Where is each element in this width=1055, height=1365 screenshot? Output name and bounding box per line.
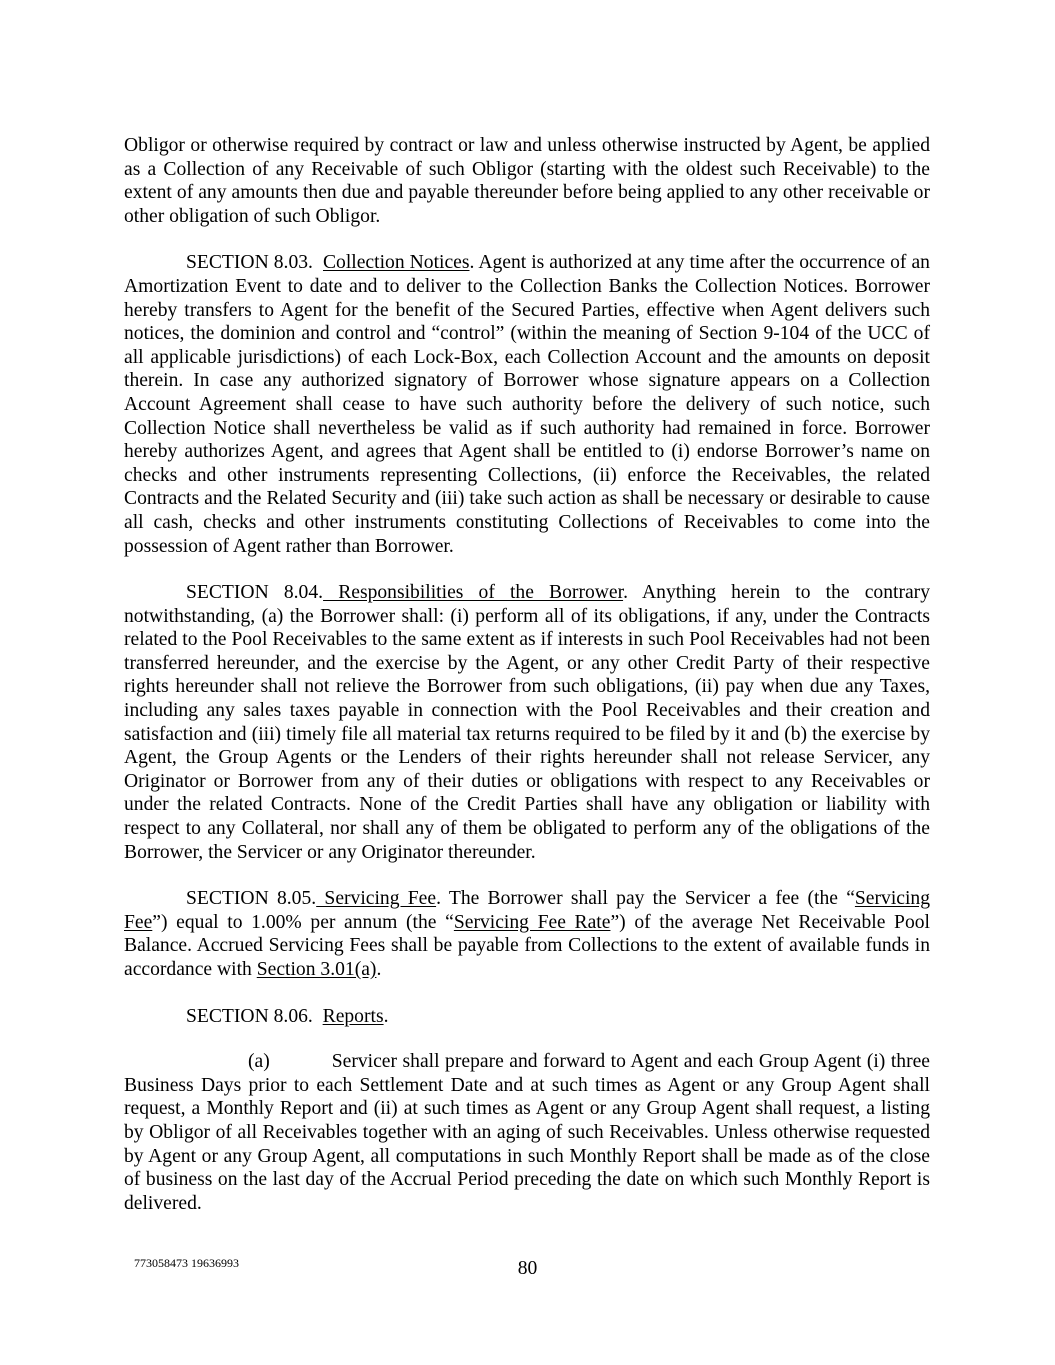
section-8-05 <box>124 887 930 981</box>
clause-body: Servicer shall prepare and forward to Agent and each Group Agent (i) three Business Days prior to each Settlement Date and at such times as Agent or any Group Agent shall request, a Monthly Report and (ii) at such times as Agent or any Group Agent shall request, a listing by Obligor of all Receivables together with an aging of such Receivables. Unless otherwise requested by Agent or any Group Agent, all computations in such Monthly Report shall be made as of the close of business on the last day of the Accrual Period preceding the date on which such Monthly Report is delivered. <box>124 1051 930 1214</box>
cross-reference: Section 3.01(a) <box>256 959 377 980</box>
section-body: . Agent is authorized at any time after the occurrence of an Amortization Event to date and to deliver to the Collection Banks the Collection Notices. Borrower hereby transfers to Agent for the benefit of the Secured Parties, effective when Agent delivers such notices, the dominion and control and “control” (within the meaning of Section 9-104 of the UCC of all applicable jurisdictions) of each Lock-Box, each Collection Account and the amounts on deposit therein. In case any authorized signatory of Borrower whose signature appears on a Collection Account Agreement shall cease to have such authority before the delivery of such notice, such Collection Notice shall nevertheless be valid as if such authority had remained in force. Borrower hereby authorizes Agent, and agrees that Agent shall be entitled to (i) endorse Borrower’s name on checks and other instruments representing Collections, (ii) enforce the Receivables, the related Contracts and the Related Security and (iii) take such action as shall be necessary or desirable to cause all cash, checks and other instruments constituting Collections of Receivables to come into the possession of Agent rather than Borrower. <box>124 252 930 557</box>
section-8-06-heading <box>124 1005 930 1029</box>
section-8-03 <box>124 251 930 558</box>
page-number: 80 <box>517 1258 538 1279</box>
section-title: Reports <box>322 1005 384 1027</box>
section-body-part: . The Borrower shall pay the Servicer a fee (the “ <box>436 888 855 910</box>
section-body-end: . <box>376 959 382 980</box>
section-body-part: ”) equal to 1.00% per annum (the “ <box>152 911 454 933</box>
section-number: SECTION 8.03. <box>186 252 313 274</box>
section-title: Servicing Fee <box>316 888 437 910</box>
defined-term: Servicing Fee Rate <box>453 911 611 933</box>
section-number: SECTION 8.05. <box>186 888 317 910</box>
section-title: Collection Notices <box>322 252 470 274</box>
section-title-end: . <box>383 1005 389 1027</box>
section-title: Responsibilities of the Borrower <box>323 582 624 604</box>
section-8-06-a <box>124 1050 930 1215</box>
defined-term: Servicing Fee <box>124 888 930 933</box>
section-body-part: ”) of the average Net Receivable Pool Balance. Accrued Servicing Fees shall be payable from Collections to the extent of available funds in accordance with <box>124 911 930 980</box>
section-8-04 <box>124 581 930 864</box>
footer-document-id: 773058473 19636993 <box>134 1256 239 1270</box>
paragraph-continuation: Obligor or otherwise required by contract or law and unless otherwise instructed by Agent, be applied as a Collection of any Receivable of such Obligor (starting with the oldest such Receivable) to the extent of any amounts then due and payable thereunder before being applied to any other receivable or other obligation of such Obligor. <box>124 135 930 227</box>
section-body: . Anything herein to the contrary notwithstanding, (a) the Borrower shall: (i) perform all of its obligations, if any, under the Contracts related to the Pool Receivables to the same extent as if interests in such Pool Receivables had not been transferred hereunder, and the exercise by the Agent, or any other Credit Party of their respective rights hereunder shall not relieve the Borrower from such obligations, (ii) pay when due any Taxes, including any sales taxes payable in connection with the Pool Receivables and their creation and satisfaction and (iii) timely file all material tax returns required to be filed by it and (b) the exercise by Agent, the Group Agents or the Lenders of their rights hereunder shall not release Servicer, any Originator or Borrower from any of their duties or obligations with respect to any Receivables or under the related Contracts. None of the Credit Parties shall have any obligation or liability with respect to any Collateral, nor shall any of them be obligated to perform any of the obligations of the Borrower, the Servicer or any Originator thereunder. <box>124 582 930 863</box>
clause-label: (a) <box>248 1051 270 1073</box>
document-body <box>124 134 930 1238</box>
section-number: SECTION 8.04. <box>186 582 324 604</box>
section-number: SECTION 8.06. <box>186 1005 313 1027</box>
